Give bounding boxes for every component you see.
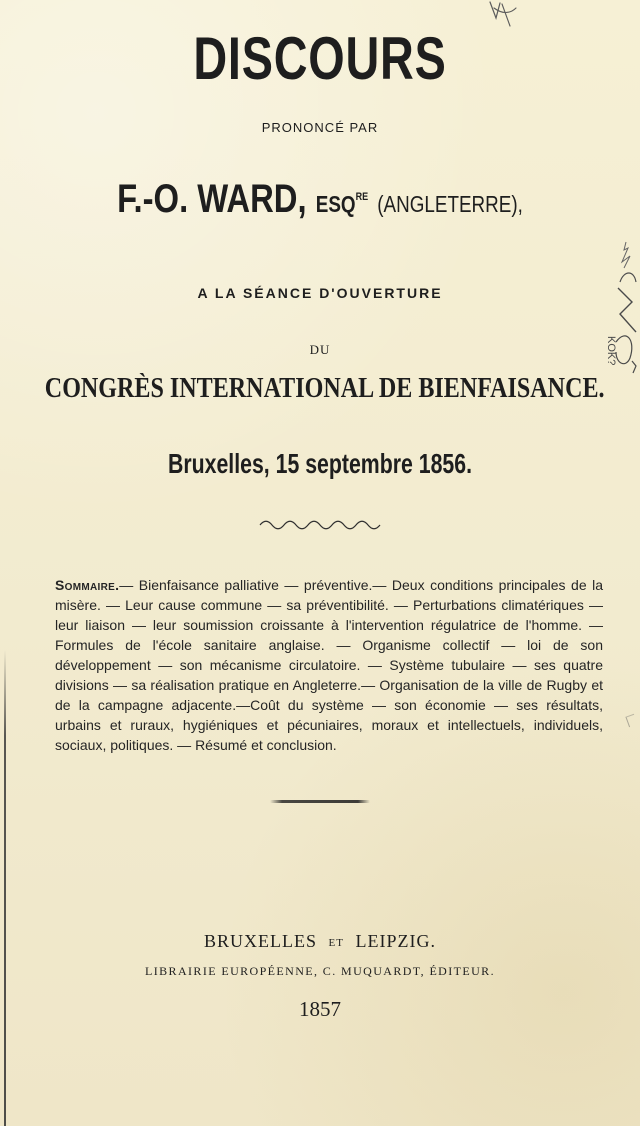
document-title: DISCOURS [193,25,447,92]
pronounced-by-label: PRONONCÉ PAR [261,120,379,135]
congress-title: CONGRÈS INTERNATIONAL DE BIENFAISANCE. [44,373,605,404]
section-divider [270,800,370,803]
opening-session-line: A LA SÉANCE D'OUVERTURE [197,285,443,301]
wavy-ornament-icon [258,518,382,530]
city-brussels: BRUXELLES [204,931,318,951]
left-binding-rule [4,650,6,1126]
du-label: DU [309,342,331,357]
author-title-prefix: ESQ [315,191,356,217]
author-name: F.-O. WARD, [117,177,307,221]
place-date-line: Bruxelles, 15 septembre 1856. [167,448,472,479]
summary-text: — Bienfaisance palliative — préventive.— Deux conditions principales de la misère. — Leur cause commune — sa préventibilité. — Perturbations climatériques — leur liaison — leur soumission croissante à l'intervention régulatrice de l'homme. — Formules de l'école sanitaire anglaise. — Organisme collectif — loi de son développement — son mécanisme circulatoire. — Système tubulaire — ses quatre divisions — sa réalisation pratique en Angleterre.— Organisation de la ville de Rugby et de la campagne adjacente.—Coût du système — son économie — ses résultats, urbains et ruraux, hygiéniques et pécuniaires, moraux et intellectuels, individuels, sociaux, politiques. — Résumé et conclusion. [55,577,603,753]
summary-paragraph [55,575,603,755]
author-line [58,177,583,222]
city-leipzig: LEIPZIG. [355,931,436,951]
author-country: (ANGLETERRE), [377,191,523,217]
city-conjunction: ET [328,937,344,949]
paper-speck [625,714,637,727]
publication-year: 1857 [299,997,341,1021]
library-stamp-icon [598,240,638,394]
publisher-line: LIBRAIRIE EUROPÉENNE, C. MUQUARDT, ÉDITEUR. [145,964,495,978]
author-title [316,191,368,217]
author-title-suffix: RE [355,191,369,203]
publication-cities [0,931,640,952]
summary-lead: Sommaire. [55,577,120,593]
stamp-letters: KOK? [605,336,617,366]
